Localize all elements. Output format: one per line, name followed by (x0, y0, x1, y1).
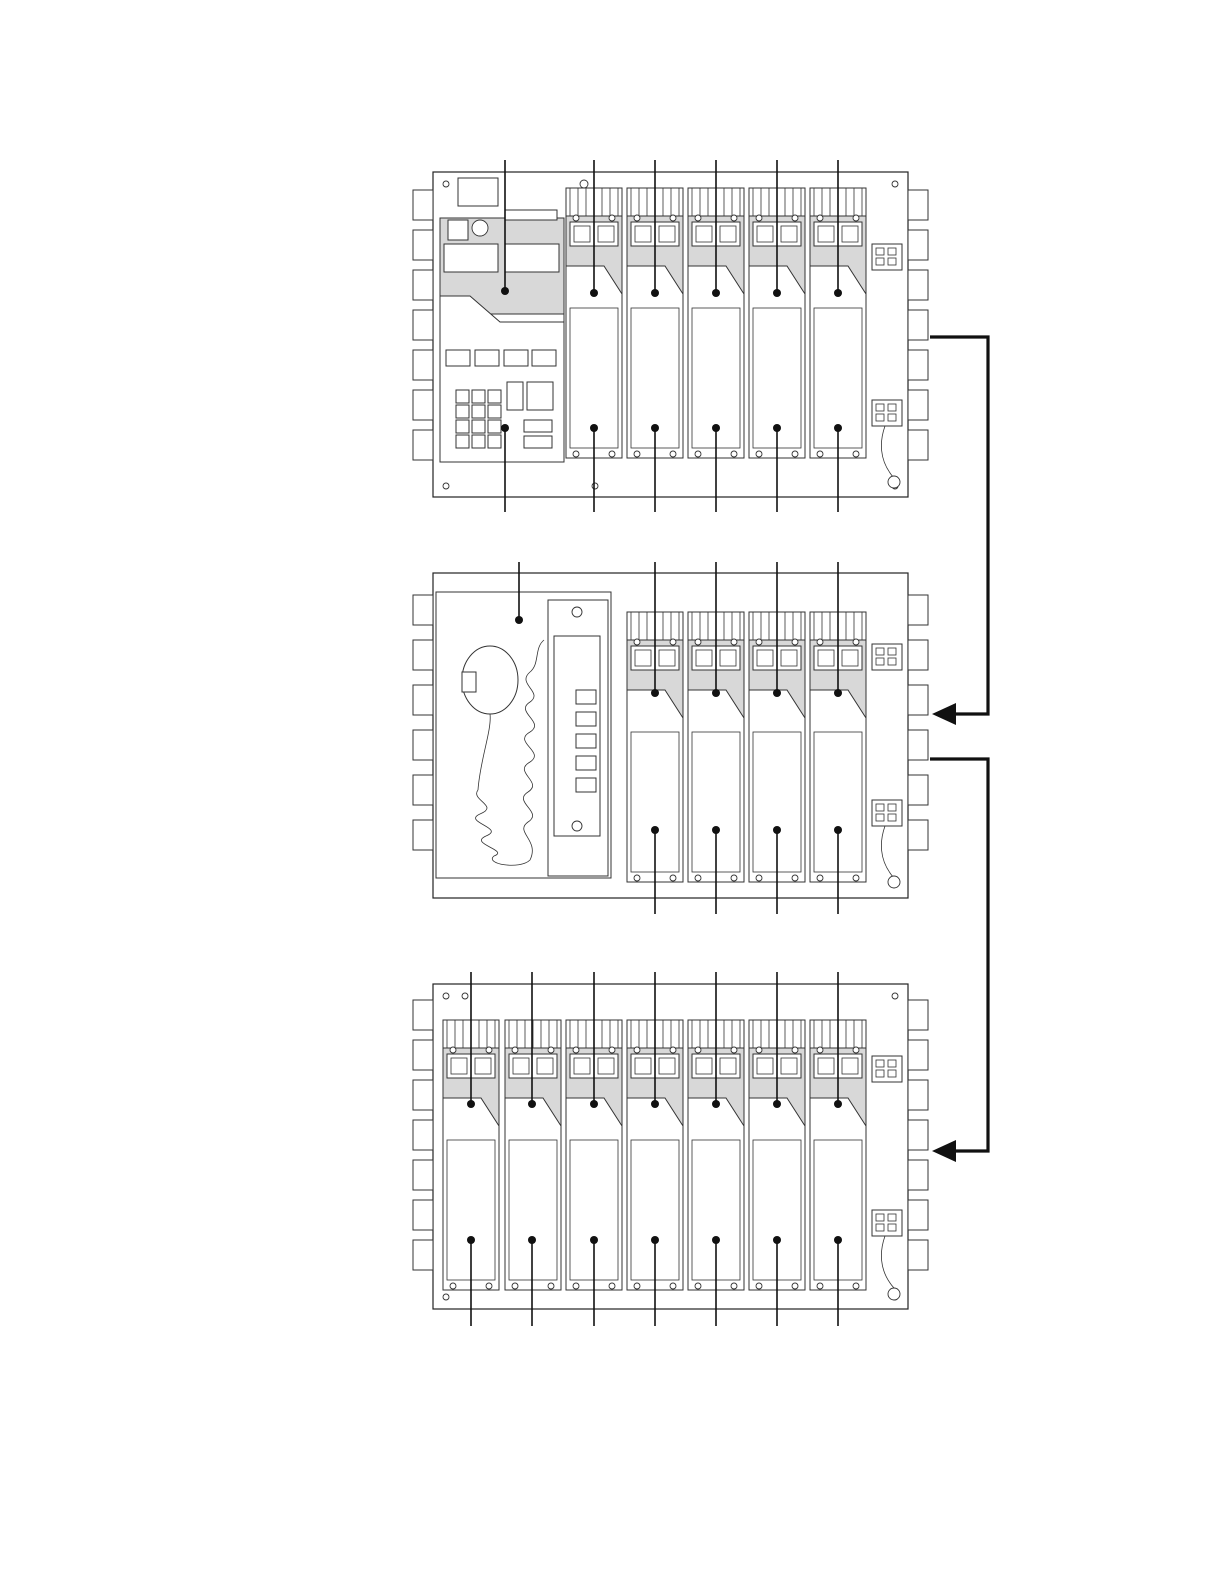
ground-lug (888, 476, 900, 488)
connector-arrow-middle-to-bottom (930, 759, 988, 1162)
mounting-ears-left (413, 595, 433, 850)
terminal-block (872, 1210, 902, 1236)
terminal-block (872, 244, 902, 270)
terminal-block (872, 644, 902, 670)
enclosure-middle (413, 562, 928, 914)
mounting-ears-left (413, 190, 433, 460)
enclosure-bottom (413, 972, 928, 1326)
control-panel (440, 210, 564, 462)
ground-lug (888, 876, 900, 888)
terminal-block (872, 1056, 902, 1082)
mounting-ears-left (413, 1000, 433, 1270)
mounting-ears-right (908, 1000, 928, 1270)
ground-lug (888, 1288, 900, 1300)
power-terminal (458, 178, 498, 206)
mounting-ears-right (908, 595, 928, 850)
terminal-block (872, 800, 902, 826)
terminal-block (872, 400, 902, 426)
microphone-panel (436, 592, 611, 878)
connector-arrow-top-to-middle (930, 337, 988, 725)
mounting-ears-right (908, 190, 928, 460)
module-card (505, 1020, 561, 1290)
enclosure-top (413, 160, 928, 512)
